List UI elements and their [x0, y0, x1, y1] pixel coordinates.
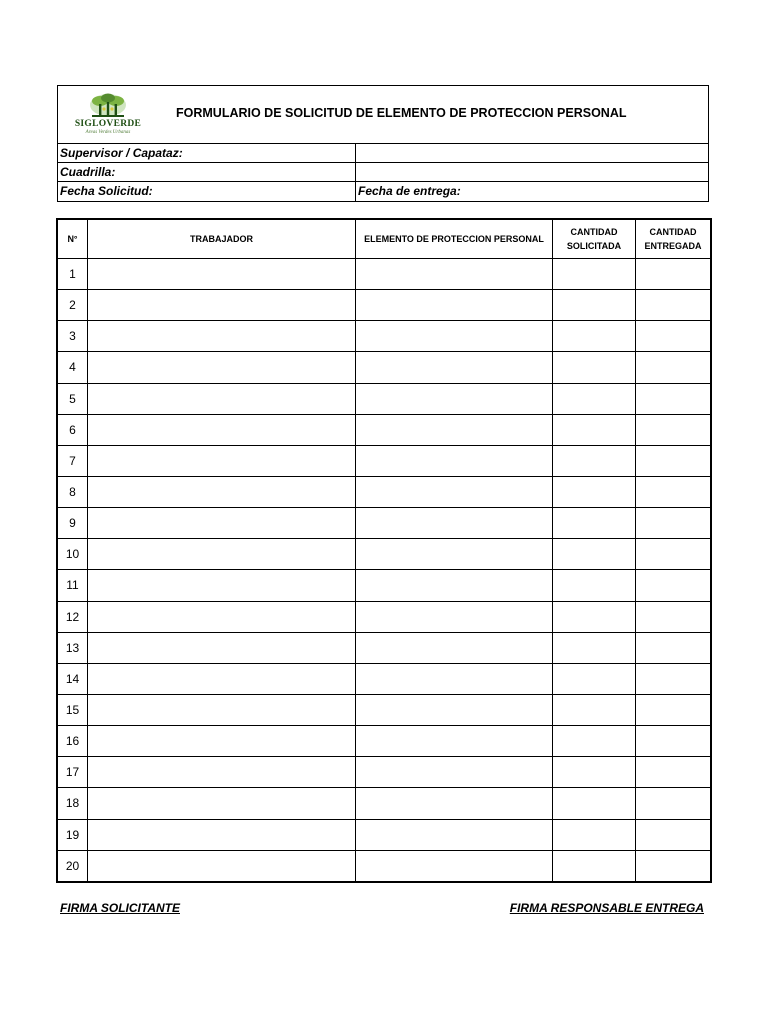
cantidad-solicitada-cell[interactable]	[553, 414, 636, 445]
page-title: FORMULARIO DE SOLICITUD DE ELEMENTO DE PROTECCION PERSONAL	[176, 106, 627, 120]
trabajador-cell[interactable]	[88, 383, 356, 414]
elemento-cell[interactable]	[356, 632, 553, 663]
table-row	[58, 445, 711, 476]
trabajador-cell[interactable]	[88, 508, 356, 539]
cantidad-solicitada-cell[interactable]	[553, 632, 636, 663]
trabajador-cell[interactable]	[88, 259, 356, 290]
elemento-cell[interactable]	[356, 601, 553, 632]
cantidad-entregada-cell[interactable]	[636, 632, 711, 663]
cuadrilla-row	[58, 163, 708, 182]
cantidad-solicitada-cell[interactable]	[553, 508, 636, 539]
trabajador-cell[interactable]	[88, 726, 356, 757]
elemento-cell[interactable]	[356, 445, 553, 476]
row-number: 2	[58, 290, 88, 321]
cantidad-entregada-cell[interactable]	[636, 850, 711, 881]
table-row	[58, 539, 711, 570]
cantidad-entregada-cell[interactable]	[636, 383, 711, 414]
table-row	[58, 663, 711, 694]
table-row	[58, 601, 711, 632]
trabajador-cell[interactable]	[88, 570, 356, 601]
cantidad-entregada-cell[interactable]	[636, 259, 711, 290]
elemento-cell[interactable]	[356, 259, 553, 290]
cantidad-entregada-cell[interactable]	[636, 321, 711, 352]
cantidad-solicitada-cell[interactable]	[553, 601, 636, 632]
trabajador-cell[interactable]	[88, 601, 356, 632]
cantidad-entregada-cell[interactable]	[636, 476, 711, 507]
elemento-cell[interactable]	[356, 788, 553, 819]
elemento-cell[interactable]	[356, 694, 553, 725]
row-number: 13	[58, 632, 88, 663]
logo-name: SIGLOVERDE	[74, 119, 142, 129]
cantidad-entregada-cell[interactable]	[636, 757, 711, 788]
cantidad-solicitada-cell[interactable]	[553, 321, 636, 352]
cantidad-solicitada-cell[interactable]	[553, 788, 636, 819]
row-number: 10	[58, 539, 88, 570]
row-number: 16	[58, 726, 88, 757]
table-row	[58, 352, 711, 383]
cantidad-entregada-cell[interactable]	[636, 445, 711, 476]
trabajador-cell[interactable]	[88, 757, 356, 788]
column-header-elemento: ELEMENTO DE PROTECCION PERSONAL	[356, 220, 553, 259]
cantidad-solicitada-cell[interactable]	[553, 539, 636, 570]
elemento-cell[interactable]	[356, 383, 553, 414]
table-row	[58, 570, 711, 601]
table-row	[58, 819, 711, 850]
cantidad-entregada-cell[interactable]	[636, 414, 711, 445]
elemento-cell[interactable]	[356, 321, 553, 352]
cantidad-solicitada-cell[interactable]	[553, 757, 636, 788]
table-row	[58, 383, 711, 414]
row-number: 4	[58, 352, 88, 383]
elemento-cell[interactable]	[356, 726, 553, 757]
cantidad-entregada-cell[interactable]	[636, 694, 711, 725]
trabajador-cell[interactable]	[88, 321, 356, 352]
row-number: 17	[58, 757, 88, 788]
trabajador-cell[interactable]	[88, 539, 356, 570]
table-row	[58, 259, 711, 290]
cantidad-entregada-cell[interactable]	[636, 819, 711, 850]
form-header	[57, 85, 709, 144]
trabajador-cell[interactable]	[88, 290, 356, 321]
cantidad-solicitada-cell[interactable]	[553, 819, 636, 850]
elemento-cell[interactable]	[356, 539, 553, 570]
elemento-cell[interactable]	[356, 850, 553, 881]
cantidad-solicitada-cell[interactable]	[553, 383, 636, 414]
cantidad-entregada-cell[interactable]	[636, 570, 711, 601]
cantidad-solicitada-cell[interactable]	[553, 663, 636, 694]
cantidad-solicitada-cell[interactable]	[553, 850, 636, 881]
supervisor-label: Supervisor / Capataz:	[60, 146, 183, 160]
elemento-cell[interactable]	[356, 508, 553, 539]
cantidad-solicitada-cell[interactable]	[553, 570, 636, 601]
table-row	[58, 850, 711, 881]
column-header-number: N°	[58, 220, 88, 259]
row-number: 18	[58, 788, 88, 819]
table-row	[58, 757, 711, 788]
column-header-trabajador: TRABAJADOR	[88, 220, 356, 259]
elemento-cell[interactable]	[356, 570, 553, 601]
epp-table	[57, 219, 711, 882]
cantidad-entregada-cell[interactable]	[636, 290, 711, 321]
table-row	[58, 321, 711, 352]
row-number: 1	[58, 259, 88, 290]
row-number: 14	[58, 663, 88, 694]
trabajador-cell[interactable]	[88, 476, 356, 507]
trabajador-cell[interactable]	[88, 632, 356, 663]
firma-solicitante-label: FIRMA SOLICITANTE	[60, 901, 180, 915]
elemento-cell[interactable]	[356, 352, 553, 383]
cantidad-solicitada-cell[interactable]	[553, 352, 636, 383]
elemento-cell[interactable]	[356, 757, 553, 788]
table-row	[58, 632, 711, 663]
firma-responsable-label: FIRMA RESPONSABLE ENTREGA	[509, 901, 704, 915]
cantidad-solicitada-cell[interactable]	[553, 726, 636, 757]
elemento-cell[interactable]	[356, 476, 553, 507]
row-number: 8	[58, 476, 88, 507]
trabajador-cell[interactable]	[88, 788, 356, 819]
cantidad-entregada-cell[interactable]	[636, 508, 711, 539]
cantidad-entregada-cell[interactable]	[636, 352, 711, 383]
cantidad-entregada-cell[interactable]	[636, 539, 711, 570]
fecha-entrega-label: Fecha de entrega:	[358, 184, 461, 198]
elemento-cell[interactable]	[356, 414, 553, 445]
table-row	[58, 476, 711, 507]
info-divider	[355, 144, 356, 201]
cantidad-entregada-cell[interactable]	[636, 788, 711, 819]
tree-logo-icon	[62, 92, 154, 118]
row-number: 9	[58, 508, 88, 539]
elemento-cell[interactable]	[356, 663, 553, 694]
fecha-solicitud-label: Fecha Solicitud:	[60, 184, 153, 198]
column-header-cantidad-solicitada: CANTIDAD SOLICITADA	[553, 220, 636, 259]
column-header-cantidad-entregada: CANTIDAD ENTREGADA	[636, 220, 711, 259]
row-number: 5	[58, 383, 88, 414]
cantidad-entregada-cell[interactable]	[636, 663, 711, 694]
cantidad-entregada-cell[interactable]	[636, 726, 711, 757]
elemento-cell[interactable]	[356, 290, 553, 321]
row-number: 15	[58, 694, 88, 725]
trabajador-cell[interactable]	[88, 414, 356, 445]
table-row	[58, 290, 711, 321]
row-number: 11	[58, 570, 88, 601]
table-row	[58, 414, 711, 445]
row-number: 7	[58, 445, 88, 476]
cuadrilla-label: Cuadrilla:	[60, 165, 116, 179]
cantidad-solicitada-cell[interactable]	[553, 694, 636, 725]
cantidad-solicitada-cell[interactable]	[553, 259, 636, 290]
trabajador-cell[interactable]	[88, 850, 356, 881]
trabajador-cell[interactable]	[88, 352, 356, 383]
table-row	[58, 726, 711, 757]
table-row	[58, 508, 711, 539]
elemento-cell[interactable]	[356, 819, 553, 850]
row-number: 20	[58, 850, 88, 881]
cantidad-entregada-cell[interactable]	[636, 601, 711, 632]
row-number: 3	[58, 321, 88, 352]
sigloverde-logo	[62, 92, 154, 138]
logo-tagline: Areas Verdes Urbanas	[85, 130, 131, 135]
row-number: 12	[58, 601, 88, 632]
trabajador-cell[interactable]	[88, 445, 356, 476]
info-grid	[57, 144, 709, 202]
cantidad-solicitada-cell[interactable]	[553, 290, 636, 321]
row-number: 6	[58, 414, 88, 445]
table-row	[58, 788, 711, 819]
trabajador-cell[interactable]	[88, 694, 356, 725]
row-number: 19	[58, 819, 88, 850]
cantidad-solicitada-cell[interactable]	[553, 476, 636, 507]
trabajador-cell[interactable]	[88, 819, 356, 850]
cantidad-solicitada-cell[interactable]	[553, 445, 636, 476]
table-row	[58, 694, 711, 725]
fechas-row	[58, 182, 708, 201]
supervisor-row	[58, 144, 708, 163]
trabajador-cell[interactable]	[88, 663, 356, 694]
table-header-row	[58, 220, 711, 259]
